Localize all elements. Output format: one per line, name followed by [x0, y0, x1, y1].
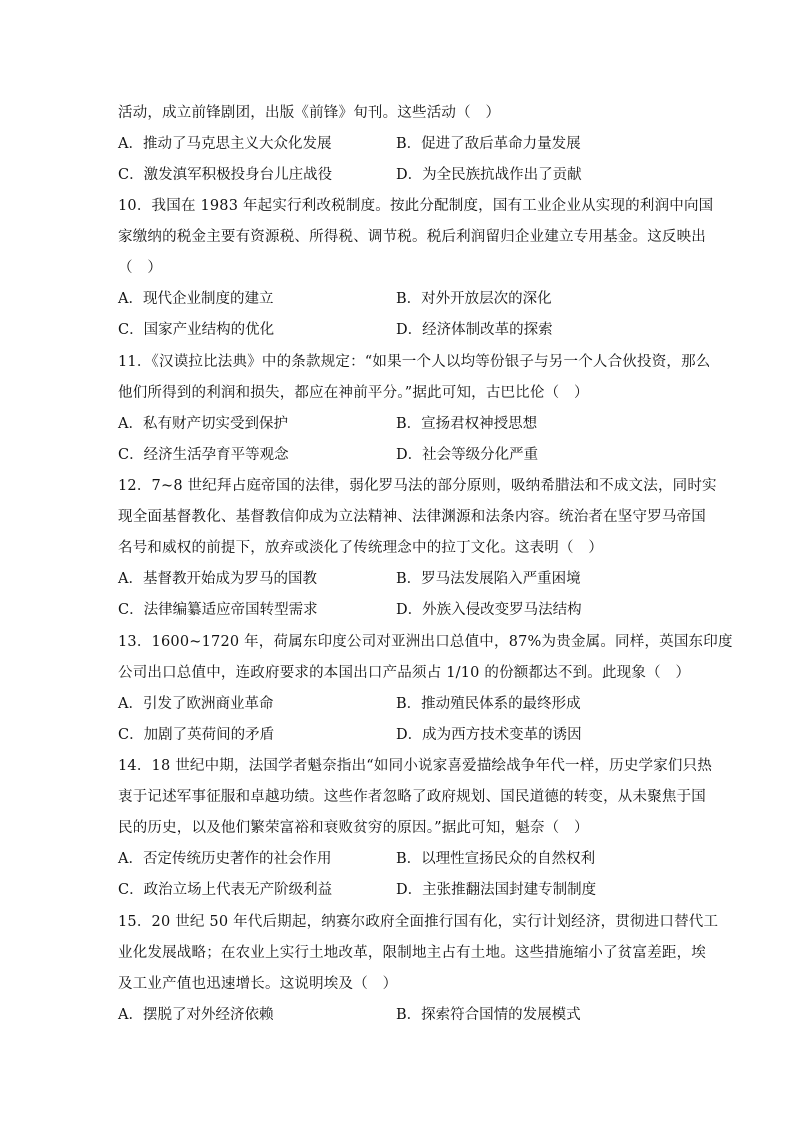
q10-option-a: A．现代企业制度的建立	[118, 291, 274, 307]
q10-stem-line-3: （ ）	[118, 260, 163, 276]
q14-option-b: B．以理性宣扬民众的自然权利	[396, 851, 596, 867]
q11-option-d: D．社会等级分化严重	[396, 447, 539, 463]
q11-option-b: B．宣扬君权神授思想	[396, 416, 538, 432]
q14-stem-line-3: 民的历史，以及他们繁荣富裕和衰败贫穷的原因。”据此可知，魁奈（ ）	[118, 820, 589, 836]
q12-option-d: D．外族入侵改变罗马法结构	[396, 602, 582, 618]
q15-stem-line-2: 业化发展战略；在农业上实行土地改革，限制地主占有土地。这些措施缩小了贫富差距，埃	[118, 945, 706, 961]
q14-option-d: D．主张推翻法国封建专制制度	[396, 882, 597, 898]
q15-stem-line-3: 及工业产值也迅速增长。这说明埃及（ ）	[118, 976, 398, 992]
q12-stem-line-3: 名号和威权的前提下，放弃或淡化了传统理念中的拉丁文化。这表明（ ）	[118, 540, 604, 556]
q10-option-b: B．对外开放层次的深化	[396, 291, 552, 307]
q9-option-b: B．促进了敌后革命力量发展	[396, 136, 581, 152]
q13-option-d: D．成为西方技术变革的诱因	[396, 727, 582, 743]
q15-option-a: A．摆脱了对外经济依赖	[118, 1007, 274, 1023]
q13-stem-line-2: 公司出口总值中，连政府要求的本国出口产品须占 1/10 的份额都达不到。此现象（ ）	[118, 665, 691, 681]
q10-option-d: D．经济体制改革的探索	[396, 322, 553, 338]
q12-stem-line-2: 现全面基督教化、基督教信仰成为立法精神、法律渊源和法条内容。统治者在坚守罗马帝国	[118, 509, 706, 525]
q14-stem-line-2: 衷于记述军事征服和卓越功绩。这些作者忽略了政府规划、国民道德的转变，从未聚焦于国	[118, 789, 706, 805]
q14-option-a: A．否定传统历史著作的社会作用	[118, 851, 332, 867]
q13-stem-line-1: 13．1600~1720 年，荷属东印度公司对亚洲出口总值中，87%为贵金属。同样，英国东印度	[118, 634, 733, 650]
q13-option-b: B．推动殖民体系的最终形成	[396, 696, 581, 712]
q12-option-b: B．罗马法发展陷入严重困境	[396, 571, 581, 587]
q11-stem-line-1: 11．《汉谟拉比法典》中的条款规定：“如果一个人以均等份银子与另一个人合伙投资，那么	[118, 354, 711, 370]
q12-option-a: A．基督教开始成为罗马的国教	[118, 571, 317, 587]
q15-option-b: B．探索符合国情的发展模式	[396, 1007, 581, 1023]
q9-option-a: A．推动了马克思主义大众化发展	[118, 136, 332, 152]
q14-stem-line-1: 14．18 世纪中期，法国学者魁奈指出“如同小说家喜爱描绘战争年代一样，历史学家们只热	[118, 758, 713, 774]
q12-stem-line-1: 12．7~8 世纪拜占庭帝国的法律，弱化罗马法的部分原则，吸纳希腊法和不成文法，同时实	[118, 478, 717, 494]
q9-option-c: C．激发滇军积极投身台儿庄战役	[118, 167, 333, 183]
q10-stem-line-1: 10．我国在 1983 年起实行利改税制度。按此分配制度，国有工业企业从实现的利润中向国	[118, 198, 714, 214]
q11-stem-line-2: 他们所得到的利润和损失，都应在神前平分。”据此可知，古巴比伦（ ）	[118, 385, 589, 401]
q11-option-c: C．经济生活孕育平等观念	[118, 447, 289, 463]
q9-option-d: D．为全民族抗战作出了贡献	[396, 167, 582, 183]
q15-stem-line-1: 15．20 世纪 50 年代后期起，纳赛尔政府全面推行国有化，实行计划经济，贯彻进口替代工	[118, 914, 719, 930]
q12-option-c: C．法律编纂适应帝国转型需求	[118, 602, 318, 618]
q10-option-c: C．国家产业结构的优化	[118, 322, 275, 338]
q10-stem-line-2: 家缴纳的税金主要有资源税、所得税、调节税。税后利润留归企业建立专用基金。这反映出	[118, 229, 706, 245]
q13-option-a: A．引发了欧洲商业革命	[118, 696, 274, 712]
q14-option-c: C．政治立场上代表无产阶级利益	[118, 882, 333, 898]
q9-stem-tail: 活动，成立前锋剧团，出版《前锋》旬刊。这些活动（ ）	[118, 105, 501, 121]
q13-option-c: C．加剧了英荷间的矛盾	[118, 727, 275, 743]
q11-option-a: A．私有财产切实受到保护	[118, 416, 288, 432]
